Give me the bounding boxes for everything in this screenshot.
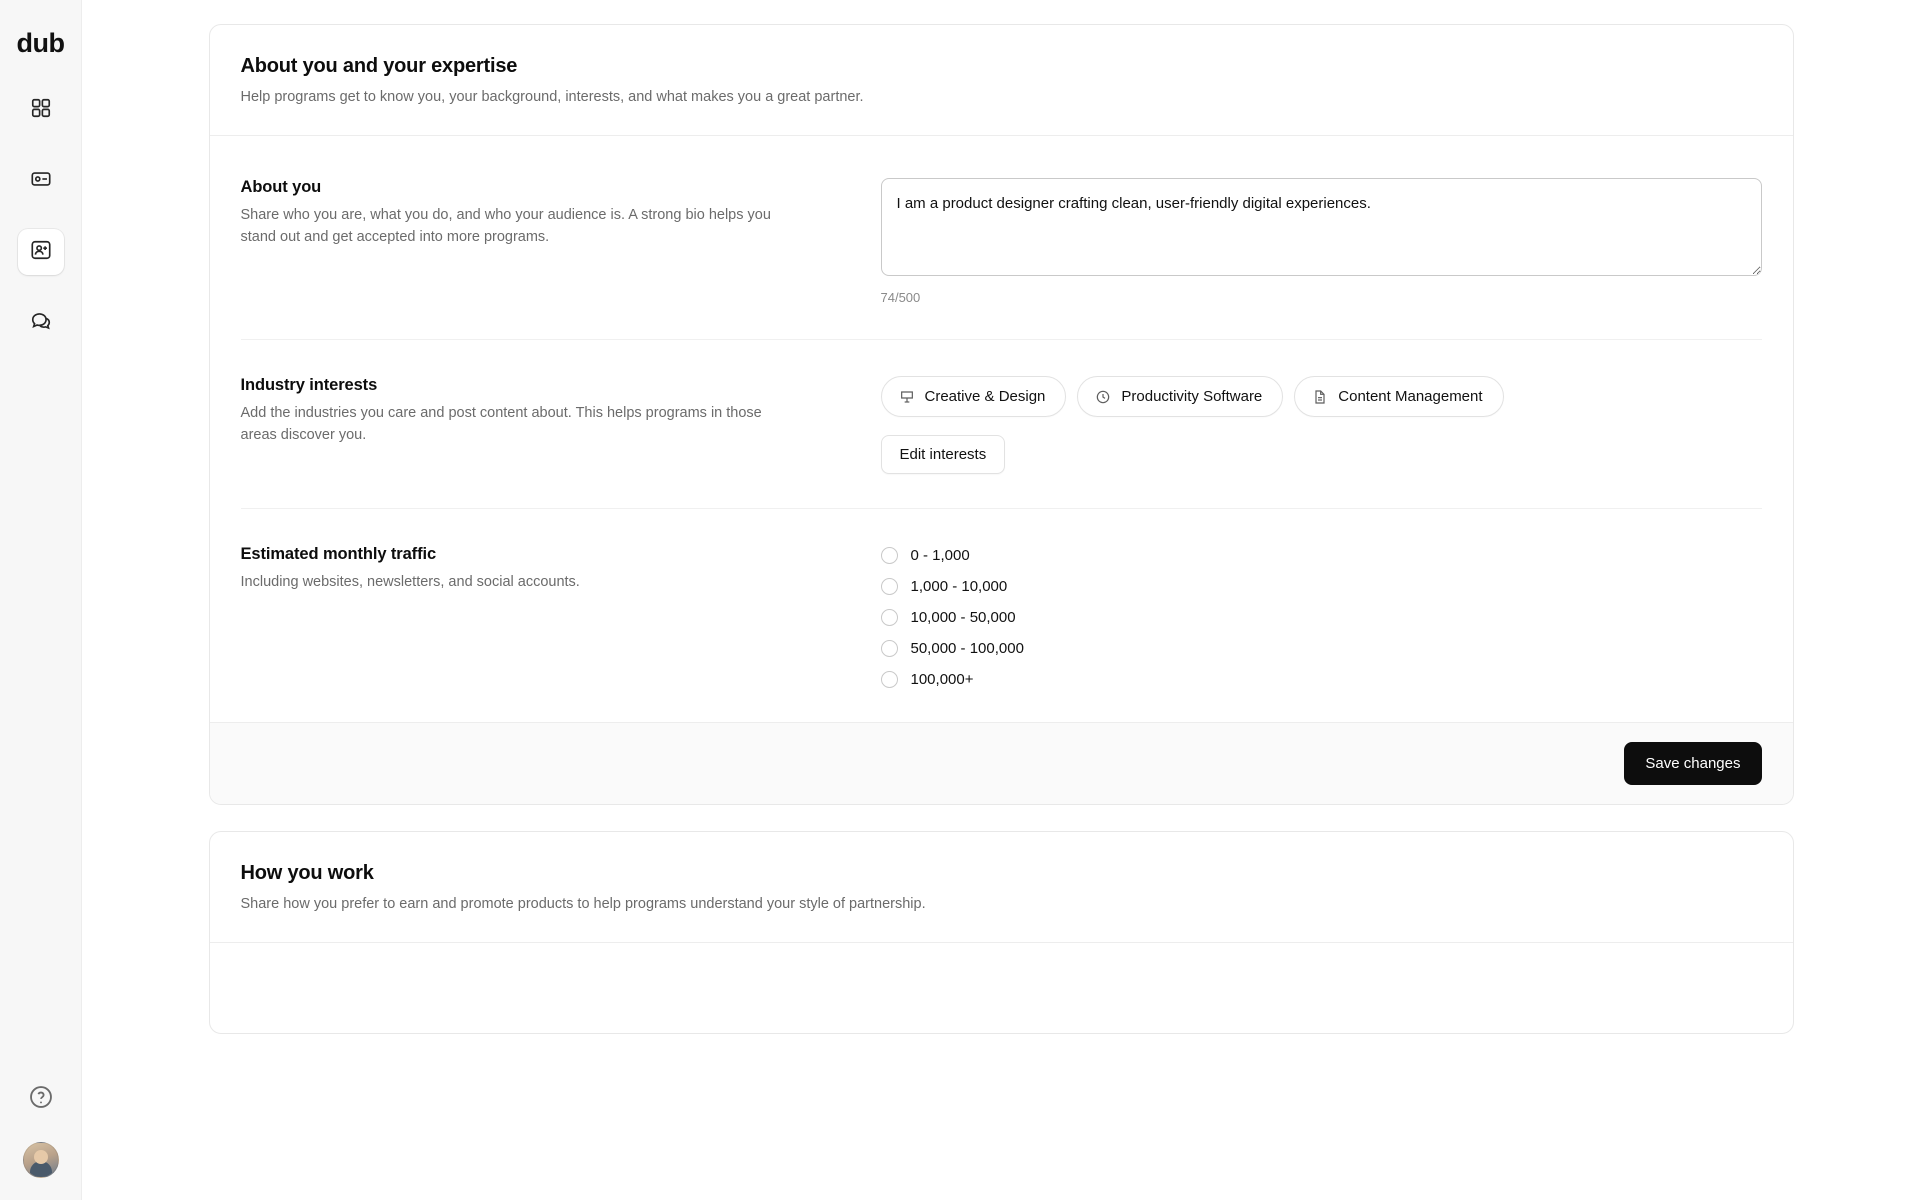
page-subtitle: Help programs get to know you, your background, interests, and what makes you a great partner. bbox=[240, 89, 864, 105]
card-header bbox=[210, 25, 1793, 136]
how-you-work-title: How you work bbox=[240, 862, 374, 885]
radio-icon[interactable] bbox=[881, 640, 898, 657]
industry-interests-labels bbox=[241, 376, 881, 447]
character-count: 74/500 bbox=[880, 290, 921, 306]
chat-icon bbox=[30, 310, 52, 337]
help-icon[interactable] bbox=[24, 1080, 58, 1114]
monthly-traffic-label: Estimated monthly traffic bbox=[240, 545, 437, 564]
how-you-work-subtitle: Share how you prefer to earn and promote products to help programs understand your style of partnership. bbox=[240, 896, 926, 913]
monthly-traffic-labels bbox=[241, 545, 881, 594]
sidebar-item-programs[interactable] bbox=[18, 229, 64, 275]
card-body bbox=[210, 136, 1793, 722]
traffic-option-label: 50,000 - 100,000 bbox=[910, 640, 1024, 658]
avatar[interactable] bbox=[23, 1142, 59, 1178]
interest-chip-content-management[interactable] bbox=[1294, 376, 1503, 417]
sidebar-item-messages[interactable] bbox=[18, 300, 64, 346]
edit-interests-button[interactable]: Edit interests bbox=[881, 435, 1006, 474]
interest-chip-label: Productivity Software bbox=[1121, 388, 1263, 406]
clock-icon bbox=[1095, 389, 1111, 405]
card-header bbox=[210, 832, 1793, 943]
radio-icon[interactable] bbox=[881, 578, 898, 595]
industry-interests-label: Industry interests bbox=[240, 376, 378, 395]
industry-interests-row bbox=[241, 340, 1762, 508]
palette-icon bbox=[899, 389, 915, 405]
sidebar-item-dashboard[interactable] bbox=[18, 87, 64, 133]
content-wrapper bbox=[209, 24, 1794, 1034]
traffic-option-label: 0 - 1,000 bbox=[910, 547, 970, 565]
industry-interests-description: Add the industries you care and post content about. This helps programs in those areas discover you. bbox=[240, 405, 762, 443]
traffic-option-2[interactable] bbox=[881, 609, 1762, 626]
user-plus-icon bbox=[30, 239, 52, 266]
about-you-field-wrap bbox=[881, 178, 1762, 305]
traffic-option-label: 1,000 - 10,000 bbox=[910, 578, 1008, 596]
interest-chip-label: Creative & Design bbox=[924, 388, 1046, 406]
monthly-traffic-description: Including websites, newsletters, and social accounts. bbox=[240, 574, 580, 591]
traffic-option-label: 100,000+ bbox=[910, 671, 974, 689]
wallet-icon bbox=[30, 168, 52, 195]
traffic-option-0[interactable] bbox=[881, 547, 1762, 564]
bio-textarea[interactable] bbox=[881, 178, 1762, 276]
interest-chip-creative-design[interactable] bbox=[881, 376, 1067, 417]
card-footer bbox=[210, 722, 1793, 804]
radio-icon[interactable] bbox=[881, 547, 898, 564]
radio-icon[interactable] bbox=[881, 609, 898, 626]
about-you-labels bbox=[241, 178, 881, 249]
about-you-card bbox=[209, 24, 1794, 805]
traffic-option-label: 10,000 - 50,000 bbox=[910, 609, 1016, 627]
how-you-work-card bbox=[209, 831, 1794, 1034]
card-body bbox=[210, 943, 1793, 1033]
document-icon bbox=[1312, 389, 1328, 405]
sidebar-footer bbox=[23, 1080, 59, 1178]
interest-chip-label: Content Management bbox=[1338, 388, 1483, 406]
monthly-traffic-row bbox=[241, 509, 1762, 722]
dashboard-icon bbox=[30, 97, 52, 124]
traffic-option-4[interactable] bbox=[881, 671, 1762, 688]
about-you-label: About you bbox=[240, 178, 322, 197]
brand-logo[interactable]: dub bbox=[16, 28, 65, 58]
save-changes-button[interactable]: Save changes bbox=[1624, 742, 1761, 785]
main-content bbox=[82, 0, 1920, 1200]
traffic-option-3[interactable] bbox=[881, 640, 1762, 657]
traffic-radio-group bbox=[881, 545, 1762, 688]
sidebar bbox=[0, 0, 82, 1200]
about-you-row bbox=[241, 142, 1762, 339]
about-you-description: Share who you are, what you do, and who your audience is. A strong bio helps you stand out and get accepted into more programs. bbox=[240, 207, 771, 245]
interest-chip-productivity-software[interactable] bbox=[1077, 376, 1283, 417]
traffic-option-1[interactable] bbox=[881, 578, 1762, 595]
monthly-traffic-options bbox=[881, 545, 1762, 688]
page-title: About you and your expertise bbox=[240, 55, 518, 77]
industry-interests-content bbox=[881, 376, 1762, 474]
interest-chip-list bbox=[881, 376, 1601, 417]
radio-icon[interactable] bbox=[881, 671, 898, 688]
sidebar-item-payouts[interactable] bbox=[18, 158, 64, 204]
